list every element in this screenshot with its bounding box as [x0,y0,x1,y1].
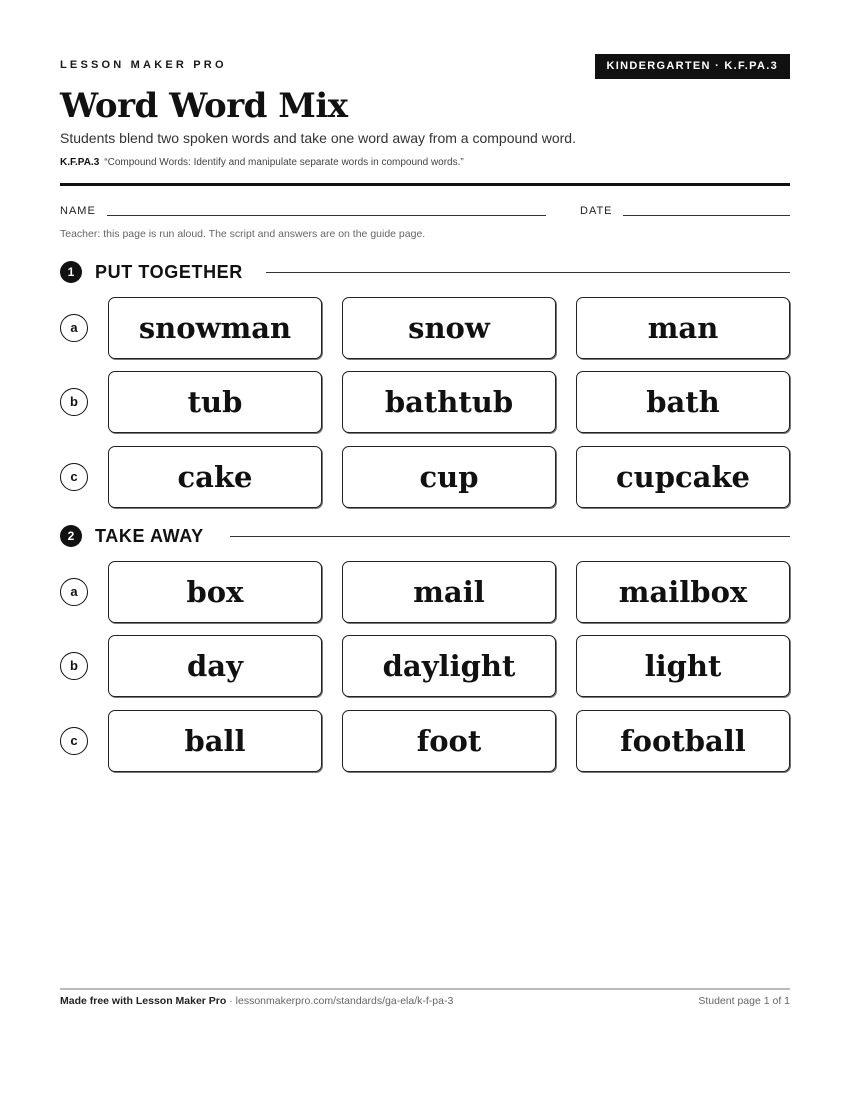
standard-line [60,157,464,168]
word-card[interactable]: cake [108,446,322,508]
name-field-line[interactable] [107,215,546,216]
row-letter-badge: b [60,388,88,416]
word-card[interactable]: mailbox [576,561,790,623]
date-label: DATE [580,205,613,217]
worksheet-page [60,0,790,1100]
standard-code: K.F.PA.3 [60,157,100,168]
exercise-row [60,446,790,508]
section-number-badge: 2 [60,525,82,547]
brand-name: LESSON MAKER PRO [60,59,227,71]
footer-url[interactable]: · lessonmakerpro.com/standards/ga-ela/k-f-pa-3 [226,995,454,1007]
word-card[interactable]: ball [108,710,322,772]
teacher-note: Teacher: this page is run aloud. The script and answers are on the guide page. [60,228,426,240]
page-title: Word Word Mix [60,86,348,126]
exercise-row [60,371,790,433]
word-card[interactable]: box [108,561,322,623]
section-put-together [60,261,790,283]
grade-badge: KINDERGARTEN · K.F.PA.3 [595,54,790,79]
row-letter-badge: b [60,652,88,680]
section-number-badge: 1 [60,261,82,283]
section-title: PUT TOGETHER [95,262,243,282]
exercise-row [60,297,790,359]
word-card[interactable]: day [108,635,322,697]
word-card[interactable]: cup [342,446,556,508]
page-subtitle: Students blend two spoken words and take one word away from a compound word. [60,130,576,146]
word-card[interactable]: tub [108,371,322,433]
row-letter-badge: a [60,578,88,606]
word-card[interactable]: snow [342,297,556,359]
section-rule [230,536,790,537]
name-label: NAME [60,205,96,217]
word-card[interactable]: man [576,297,790,359]
section-take-away [60,525,790,547]
standard-description: “Compound Words: Identify and manipulate separate words in compound words.” [104,157,464,168]
word-card[interactable]: bath [576,371,790,433]
footer-page-label: Student page 1 of 1 [698,995,790,1007]
word-card[interactable]: mail [342,561,556,623]
footer-divider [60,988,790,990]
word-card[interactable]: light [576,635,790,697]
word-card[interactable]: cupcake [576,446,790,508]
footer-credit [60,995,453,1007]
exercise-row [60,635,790,697]
section-rule [266,272,790,273]
word-card[interactable]: football [576,710,790,772]
word-card[interactable]: snowman [108,297,322,359]
header-divider [60,183,790,186]
row-letter-badge: a [60,314,88,342]
footer-made-with: Made free with Lesson Maker Pro [60,995,227,1007]
exercise-row [60,561,790,623]
word-card[interactable]: bathtub [342,371,556,433]
row-letter-badge: c [60,463,88,491]
date-field-line[interactable] [623,215,790,216]
word-card[interactable]: daylight [342,635,556,697]
row-letter-badge: c [60,727,88,755]
exercise-row [60,710,790,772]
word-card[interactable]: foot [342,710,556,772]
section-title: TAKE AWAY [95,526,204,546]
